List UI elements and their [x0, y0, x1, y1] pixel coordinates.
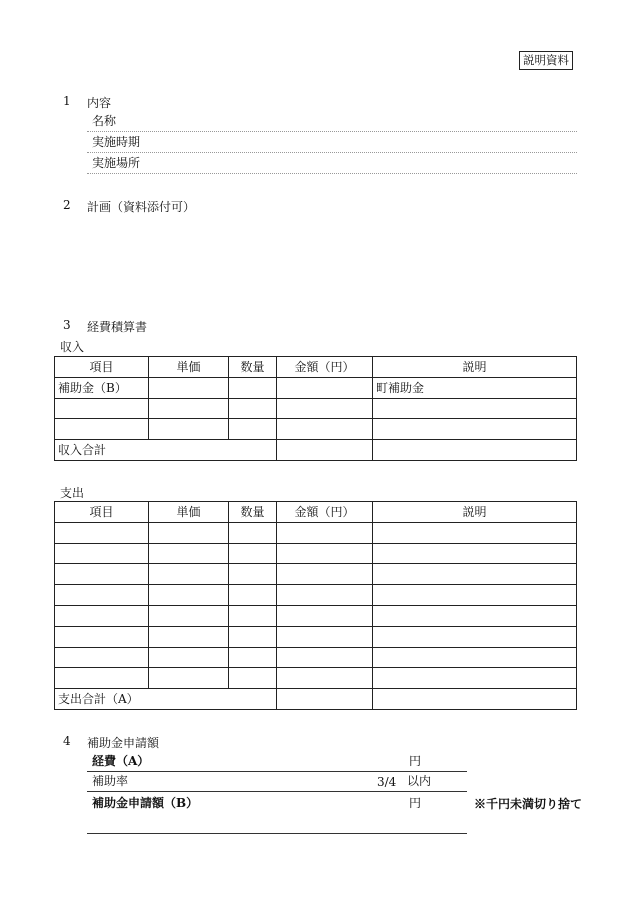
table-cell[interactable]	[373, 605, 577, 626]
table-cell[interactable]	[373, 522, 577, 543]
header-item: 項目	[55, 357, 149, 378]
table-cell[interactable]	[229, 585, 277, 606]
expense-total-label: 支出合計（A）	[55, 689, 277, 710]
table-row	[55, 522, 577, 543]
table-cell[interactable]	[373, 398, 577, 419]
rate-value: 3/4	[377, 775, 397, 789]
table-cell[interactable]	[373, 626, 577, 647]
request-unit: 円	[409, 796, 422, 810]
header-amount: 金額（円）	[277, 502, 373, 523]
request-label: 補助金申請額（B）	[92, 796, 199, 810]
income-total-amount[interactable]	[277, 440, 373, 461]
table-row	[55, 605, 577, 626]
table-cell[interactable]	[373, 585, 577, 606]
table-row	[55, 564, 577, 585]
expense-label: 支出	[60, 486, 85, 500]
section1-number: 1	[63, 94, 71, 108]
section4-number: 4	[63, 734, 71, 748]
table-cell[interactable]	[229, 564, 277, 585]
income-label: 収入	[60, 340, 85, 354]
header-quantity: 数量	[229, 357, 277, 378]
section3-number: 3	[63, 318, 71, 332]
table-row	[55, 647, 577, 668]
table-row	[55, 377, 577, 398]
rate-suffix: 以内	[407, 774, 432, 788]
table-cell[interactable]	[149, 605, 229, 626]
header-description: 説明	[373, 502, 577, 523]
table-cell[interactable]	[277, 605, 373, 626]
table-cell[interactable]	[55, 668, 149, 689]
table-cell[interactable]	[229, 419, 277, 440]
header-description: 説明	[373, 357, 577, 378]
income-note-cell[interactable]: 町補助金	[373, 377, 577, 398]
cost-unit: 円	[409, 754, 422, 768]
table-cell[interactable]	[229, 398, 277, 419]
table-cell[interactable]	[55, 564, 149, 585]
section3-title: 経費積算書	[87, 320, 148, 334]
field-place-label: 実施場所	[92, 156, 141, 170]
table-header-row	[55, 357, 577, 378]
cost-row[interactable]	[87, 751, 467, 772]
income-table	[54, 356, 577, 461]
section4-title: 補助金申請額	[87, 736, 160, 750]
table-cell[interactable]	[277, 398, 373, 419]
table-cell[interactable]	[229, 626, 277, 647]
table-cell[interactable]	[149, 585, 229, 606]
table-row	[55, 398, 577, 419]
rate-label: 補助率	[92, 774, 129, 788]
table-cell[interactable]	[277, 419, 373, 440]
rounding-note: ※千円未満切り捨て	[474, 797, 583, 811]
header-unit-price: 単価	[149, 502, 229, 523]
table-cell[interactable]	[55, 419, 149, 440]
table-row	[55, 543, 577, 564]
field-period-label: 実施時期	[92, 135, 141, 149]
table-cell[interactable]	[55, 605, 149, 626]
header-amount: 金額（円）	[277, 357, 373, 378]
header-quantity: 数量	[229, 502, 277, 523]
table-header-row	[55, 502, 577, 523]
section2-title: 計画（資料添付可）	[87, 200, 196, 214]
document-tag: 説明資料	[519, 51, 573, 70]
table-row	[55, 419, 577, 440]
table-cell[interactable]	[373, 419, 577, 440]
income-total-row	[55, 440, 577, 461]
table-cell[interactable]	[373, 543, 577, 564]
income-item-cell[interactable]: 補助金（B）	[55, 377, 149, 398]
table-cell[interactable]	[149, 377, 229, 398]
table-cell[interactable]	[277, 377, 373, 398]
table-row	[55, 626, 577, 647]
table-cell[interactable]	[149, 522, 229, 543]
table-cell[interactable]	[55, 522, 149, 543]
table-cell[interactable]	[277, 647, 373, 668]
request-row[interactable]	[87, 791, 467, 834]
section2-number: 2	[63, 198, 71, 212]
table-cell[interactable]	[149, 668, 229, 689]
table-cell[interactable]	[149, 398, 229, 419]
table-cell[interactable]	[373, 564, 577, 585]
table-cell[interactable]	[55, 626, 149, 647]
field-place-row[interactable]	[87, 153, 577, 174]
header-item: 項目	[55, 502, 149, 523]
table-cell[interactable]	[149, 543, 229, 564]
field-name-row[interactable]	[87, 111, 577, 132]
expense-total-amount[interactable]	[277, 689, 373, 710]
table-cell[interactable]	[229, 668, 277, 689]
table-cell[interactable]	[55, 543, 149, 564]
table-cell[interactable]	[229, 605, 277, 626]
table-cell[interactable]	[277, 668, 373, 689]
table-cell[interactable]	[149, 419, 229, 440]
header-unit-price: 単価	[149, 357, 229, 378]
expense-total-row	[55, 689, 577, 710]
table-row	[55, 668, 577, 689]
table-cell[interactable]	[149, 564, 229, 585]
rate-row	[87, 771, 467, 792]
table-cell[interactable]	[55, 585, 149, 606]
table-cell[interactable]	[149, 626, 229, 647]
cost-label: 経費（A）	[92, 754, 150, 768]
table-cell[interactable]	[55, 647, 149, 668]
table-cell[interactable]	[373, 647, 577, 668]
section1-title: 内容	[87, 96, 112, 110]
table-cell[interactable]	[229, 377, 277, 398]
income-total-label: 収入合計	[55, 440, 277, 461]
table-cell[interactable]	[277, 543, 373, 564]
table-cell[interactable]	[229, 522, 277, 543]
table-cell[interactable]	[277, 564, 373, 585]
field-name-label: 名称	[92, 114, 117, 128]
table-cell[interactable]	[277, 585, 373, 606]
table-cell[interactable]	[55, 398, 149, 419]
table-cell[interactable]	[277, 626, 373, 647]
table-cell[interactable]	[373, 440, 577, 461]
table-cell[interactable]	[373, 668, 577, 689]
table-cell[interactable]	[277, 522, 373, 543]
table-row	[55, 585, 577, 606]
expense-table	[54, 501, 577, 710]
table-cell[interactable]	[373, 689, 577, 710]
table-cell[interactable]	[229, 543, 277, 564]
field-period-row[interactable]	[87, 132, 577, 153]
table-cell[interactable]	[229, 647, 277, 668]
table-cell[interactable]	[149, 647, 229, 668]
